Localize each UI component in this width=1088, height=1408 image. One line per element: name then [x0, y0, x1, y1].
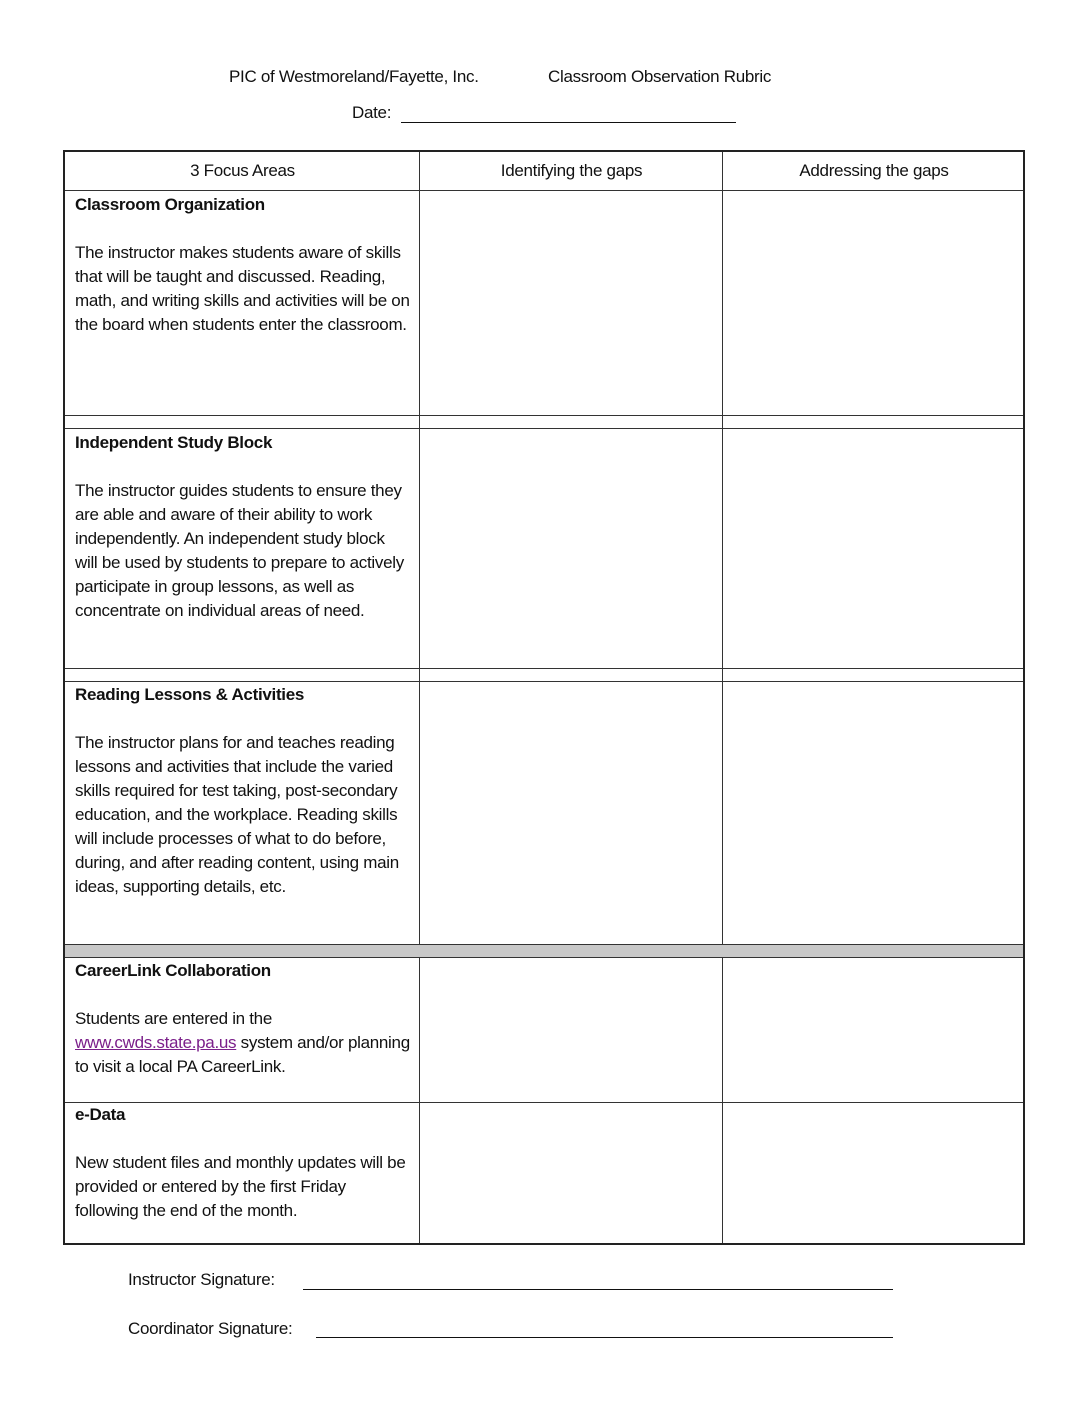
column-header-identifying-gaps: Identifying the gaps — [500, 161, 643, 180]
instructor-signature-field[interactable] — [303, 1289, 893, 1290]
focus-area-title: CareerLink Collaboration — [75, 961, 271, 980]
cwds-link[interactable]: www.cwds.state.pa.us — [75, 1033, 237, 1052]
instructor-signature-label: Instructor Signature: — [128, 1270, 275, 1289]
date-label: Date: — [352, 103, 392, 122]
focus-area-reading-lessons — [75, 683, 410, 899]
focus-area-description — [75, 1007, 410, 1079]
document-title: Classroom Observation Rubric — [548, 67, 772, 86]
focus-area-title: Reading Lessons & Activities — [75, 685, 305, 704]
column-header-focus-areas: 3 Focus Areas — [190, 161, 295, 180]
row-spacer — [65, 668, 1023, 682]
coordinator-signature-label: Coordinator Signature: — [128, 1319, 293, 1338]
focus-area-description: New student files and monthly updates will be provided or entered by the first Friday following the end of the month. — [75, 1153, 406, 1220]
focus-area-e-data — [75, 1103, 410, 1223]
column-header-addressing-gaps: Addressing the gaps — [799, 161, 949, 180]
focus-area-independent-study — [75, 431, 410, 623]
focus-area-classroom-organization — [75, 193, 410, 337]
date-field[interactable] — [401, 122, 736, 123]
header-row-divider — [65, 190, 1023, 191]
column-divider — [722, 152, 723, 1243]
description-text: Students are entered in the — [75, 1009, 272, 1028]
organization-name: PIC of Westmoreland/Fayette, Inc. — [229, 67, 479, 86]
addressing-gaps-cell[interactable] — [724, 430, 1024, 666]
focus-area-description: The instructor guides students to ensure they are able and aware of their ability to work independently. An independent study block will be used by students to prepare to actively participate in group lessons, as well as concentrate on individual areas of need. — [75, 481, 404, 620]
focus-area-title: e-Data — [75, 1105, 126, 1124]
focus-area-description: The instructor makes students aware of skills that will be taught and discussed. Reading, math, and writing skills and activities will be on the board when students enter the classroom. — [75, 243, 410, 334]
row-spacer — [65, 415, 1023, 429]
row-spacer-shaded — [65, 944, 1023, 958]
identifying-gaps-cell[interactable] — [421, 192, 721, 414]
identifying-gaps-cell[interactable] — [421, 1104, 721, 1243]
identifying-gaps-cell[interactable] — [421, 683, 721, 942]
focus-area-title: Independent Study Block — [75, 433, 273, 452]
focus-area-description: The instructor plans for and teaches reading lessons and activities that include the varied skills required for test taking, post-secondary education, and the workplace. Reading skills will include processes of what to do before, during, and after reading content, using main ideas, supporting details, etc. — [75, 733, 399, 896]
identifying-gaps-cell[interactable] — [421, 959, 721, 1101]
addressing-gaps-cell[interactable] — [724, 1104, 1024, 1243]
rubric-table — [63, 150, 1025, 1245]
column-divider — [419, 152, 420, 1243]
focus-area-careerlink — [75, 959, 410, 1079]
document-header — [0, 67, 1088, 91]
identifying-gaps-cell[interactable] — [421, 430, 721, 666]
focus-area-title: Classroom Organization — [75, 195, 265, 214]
coordinator-signature-field[interactable] — [316, 1337, 893, 1338]
addressing-gaps-cell[interactable] — [724, 959, 1024, 1101]
description-text: system and/or planning to visit a local PA CareerLink. — [75, 1033, 410, 1076]
addressing-gaps-cell[interactable] — [724, 192, 1024, 414]
addressing-gaps-cell[interactable] — [724, 683, 1024, 942]
